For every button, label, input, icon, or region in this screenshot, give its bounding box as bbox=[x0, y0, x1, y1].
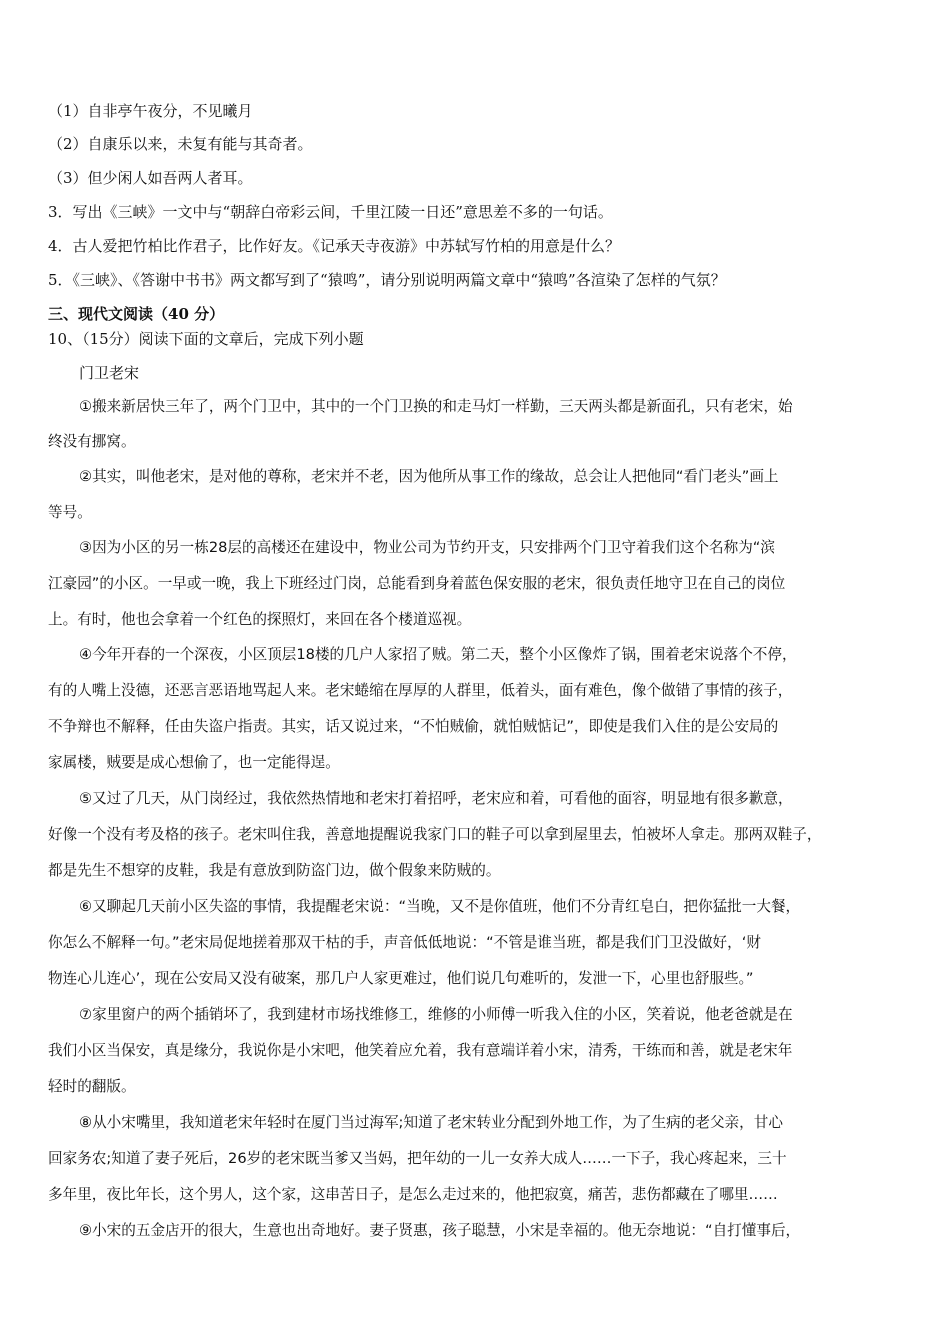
article-line: 物连心儿连心’，现在公安局又没有破案，那几户人家更难过，他们说几句难听的，发泄一下，心里也舒服些。” bbox=[48, 970, 754, 987]
article-line: 好像一个没有考及格的孩子。老宋叫住我，善意地提醒说我家门口的鞋子可以拿到屋里去，怕被坏人拿走。那两双鞋子， bbox=[48, 826, 822, 843]
article-line: 有的人嘴上没德，还恶言恶语地骂起人来。老宋蜷缩在厚厚的人群里，低着头，面有难色，像个做错了事情的孩子， bbox=[48, 682, 793, 699]
article-title: 门卫老宋 bbox=[79, 364, 140, 382]
article-line: 轻时的翻版。 bbox=[48, 1078, 136, 1095]
article-line: 你怎么不解释一句。”老宋局促地搓着那双干枯的手，声音低低地说：“不管是谁当班，都是我们门卫没做好，‘财 bbox=[48, 934, 761, 951]
article-line: 等号。 bbox=[48, 504, 92, 521]
article-line: 终没有挪窝。 bbox=[48, 433, 136, 450]
question-sub-2: （2）自康乐以来，未复有能与其奇者。 bbox=[48, 135, 313, 153]
article-line: ⑥又聊起几天前小区失盗的事情，我提醒老宋说：“当晚，又不是你值班，他们不分青红皂白，把你猛批一大餐， bbox=[79, 898, 801, 915]
article-line: ⑨小宋的五金店开的很大，生意也出奇地好。妻子贤惠，孩子聪慧，小宋是幸福的。他无奈地说：“自打懂事后， bbox=[79, 1222, 801, 1239]
section-heading: 三、现代文阅读（40 分） bbox=[48, 305, 225, 323]
article-line: ⑦家里窗户的两个插销坏了，我到建材市场找维修工，维修的小师傅一听我入住的小区，笑着说，他老爸就是在 bbox=[79, 1006, 793, 1023]
question-5: 5．《三峡》、《答谢中书书》两文都写到了“猿鸣”，请分别说明两篇文章中“猿鸣”各渲染了怎样的气氛？ bbox=[48, 271, 726, 289]
article-line: 江豪园”的小区。一早或一晚，我上下班经过门岗，总能看到身着蓝色保安服的老宋，很负责任地守卫在自己的岗位 bbox=[48, 575, 786, 592]
question-3: 3．写出《三峡》一文中与“朝辞白帝彩云间，千里江陵一日还”意思差不多的一句话。 bbox=[48, 203, 613, 221]
question-4: 4．古人爱把竹柏比作君子，比作好友。《记承天寺夜游》中苏轼写竹柏的用意是什么？ bbox=[48, 237, 621, 255]
article-line: ③因为小区的另一栋28层的高楼还在建设中，物业公司为节约开支，只安排两个门卫守着我们这个名称为“滨 bbox=[79, 539, 775, 556]
article-line: 多年里，夜比年长，这个男人，这个家，这串苦日子，是怎么走过来的，他把寂寞，痛苦，悲伤都藏在了哪里…… bbox=[48, 1186, 778, 1203]
article-line: 都是先生不想穿的皮鞋，我是有意放到防盗门边，做个假象来防贼的。 bbox=[48, 862, 501, 879]
article-line: ②其实，叫他老宋，是对他的尊称，老宋并不老，因为他所从事工作的缘故，总会让人把他同“看门老头”画上 bbox=[79, 468, 779, 485]
article-line: ④今年开春的一个深夜，小区顶层18楼的几户人家招了贼。第二天，整个小区像炸了锅，围着老宋说落个不停， bbox=[79, 646, 797, 663]
question-sub-1: （1）自非亭午夜分，不见曦月 bbox=[48, 102, 253, 120]
article-line: 不争辩也不解释，任由失盗户指责。其实，话又说过来，“不怕贼偷，就怕贼惦记”，即使是我们入住的是公安局的 bbox=[48, 718, 779, 735]
article-line: ①搬来新居快三年了，两个门卫中，其中的一个门卫换的和走马灯一样勤，三天两头都是新面孔，只有老宋，始 bbox=[79, 398, 793, 415]
article-line: 回家务农;知道了妻子死后，26岁的老宋既当爹又当妈，把年幼的一儿一女养大成人……一下子，我心疼起来，三十 bbox=[48, 1150, 787, 1167]
article-line: ⑧从小宋嘴里，我知道老宋年轻时在厦门当过海军;知道了老宋转业分配到外地工作，为了生病的老父亲，甘心 bbox=[79, 1114, 783, 1131]
article-line: 我们小区当保安，真是缘分，我说你是小宋吧，他笑着应允着，我有意端详着小宋，清秀，干练而和善，就是老宋年 bbox=[48, 1042, 793, 1059]
article-line: 家属楼，贼要是成心想偷了，也一定能得逞。 bbox=[48, 754, 340, 771]
task-instruction: 10、（15分）阅读下面的文章后，完成下列小题 bbox=[48, 330, 364, 348]
article-line: ⑤又过了几天，从门岗经过，我依然热情地和老宋打着招呼，老宋应和着，可看他的面容，明显地有很多歉意， bbox=[79, 790, 793, 807]
question-sub-3: （3）但少闲人如吾两人者耳。 bbox=[48, 169, 253, 187]
article-line: 上。有时，他也会拿着一个红色的探照灯，来回在各个楼道巡视。 bbox=[48, 611, 472, 628]
